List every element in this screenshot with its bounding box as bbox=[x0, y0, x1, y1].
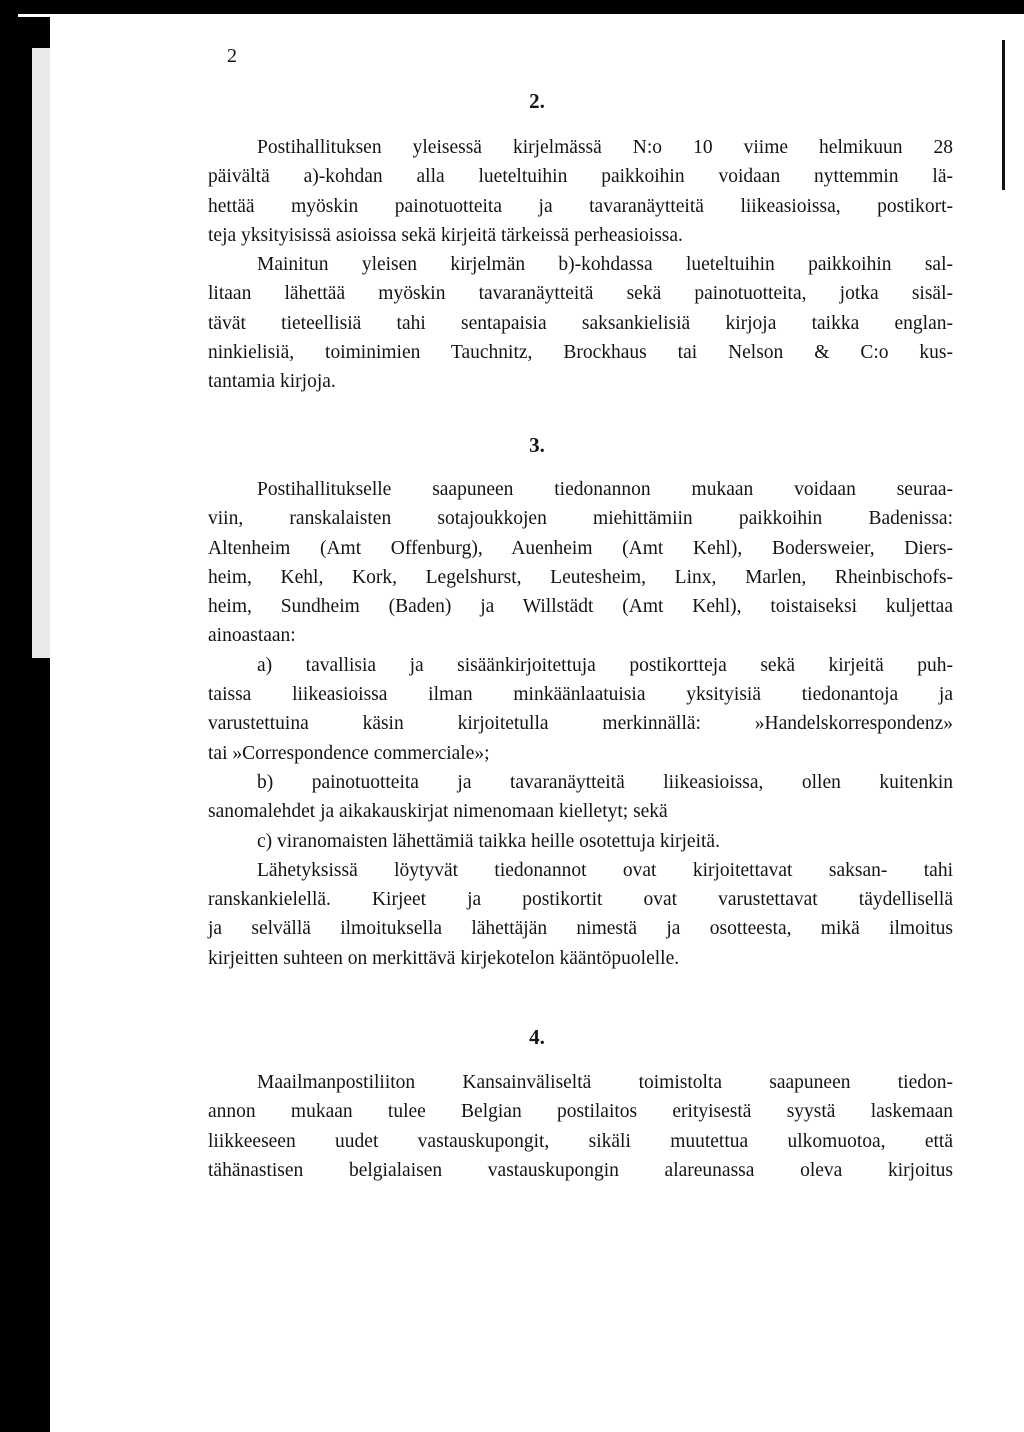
section-3-line: Altenheim (Amt Offenburg), Auenheim (Amt Kehl), Bodersweier, Diers- bbox=[208, 537, 953, 559]
section-3-line: ainoastaan: bbox=[208, 625, 296, 647]
section-3-line: tai »Correspondence commerciale»; bbox=[208, 742, 490, 764]
section-2-line: Postihallituksen yleisessä kirjelmässä N:o 10 viime helmikuun 28 bbox=[257, 137, 953, 158]
section-3-line: sanomalehdet ja aikakauskirjat nimenomaan kielletyt; sekä bbox=[208, 801, 668, 823]
section-4-line: tähänastisen belgialaisen vastauskupongin alareunassa oleva kirjoitus bbox=[208, 1159, 953, 1181]
section-3-line: Postihallitukselle saapuneen tiedonannon mukaan voidaan seuraa- bbox=[257, 479, 953, 500]
section-3-list-item-c: c) viranomaisten lähettämiä taikka heille osotettuja kirjeitä. bbox=[257, 830, 720, 852]
section-3-line: heim, Kehl, Kork, Legelshurst, Leutesheim, Linx, Marlen, Rheinbischofs- bbox=[208, 566, 953, 588]
section-3-line: ranskankielellä. Kirjeet ja postikortit ovat varustettavat täydellisellä bbox=[208, 889, 953, 911]
section-3-list-item-a: a) tavallisia ja sisäänkirjoitettuja postikortteja sekä kirjeitä puh- bbox=[257, 654, 953, 676]
section-3-body bbox=[208, 475, 953, 973]
page-number: 2 bbox=[227, 45, 237, 67]
section-2-line: ninkielisiä, toiminimien Tauchnitz, Brockhaus tai Nelson & C:o kus- bbox=[208, 342, 953, 364]
section-3-line: viin, ranskalaisten sotajoukkojen miehittämiin paikkoihin Badenissa: bbox=[208, 508, 953, 530]
section-2-line: tantamia kirjoja. bbox=[208, 371, 336, 393]
section-3-line: varustettuina käsin kirjoitetulla merkinnällä: »Handelskorrespondenz» bbox=[208, 713, 953, 735]
section-4-heading: 4. bbox=[529, 1025, 545, 1049]
section-4-line: annon mukaan tulee Belgian postilaitos erityisestä syystä laskemaan bbox=[208, 1101, 953, 1123]
section-2-line: hettää myöskin painotuotteita ja tavaranäytteitä liikeasioissa, postikort- bbox=[208, 195, 953, 217]
section-4-body bbox=[208, 1068, 953, 1185]
section-2-line: litaan lähettää myöskin tavaranäytteitä sekä painotuotteita, jotka sisäl- bbox=[208, 283, 953, 305]
section-4-line: liikkeeseen uudet vastauskupongit, sikäli muutettua ulkomuotoa, että bbox=[208, 1130, 953, 1152]
section-2-body bbox=[208, 133, 953, 397]
scan-left-strip bbox=[32, 48, 50, 658]
section-3-line: taissa liikeasioissa ilman minkäänlaatuisia yksityisiä tiedonantoja ja bbox=[208, 684, 953, 706]
section-3-list-item-b: b) painotuotteita ja tavaranäytteitä liikeasioissa, ollen kuitenkin bbox=[257, 771, 953, 793]
section-2-line: päivältä a)-kohdan alla lueteltuihin paikkoihin voidaan nyttemmin lä- bbox=[208, 166, 953, 188]
section-3-line: Lähetyksissä löytyvät tiedonannot ovat kirjoitettavat saksan- tahi bbox=[257, 859, 953, 881]
section-3-line: ja selvällä ilmoituksella lähettäjän nimestä ja osotteesta, mikä ilmoitus bbox=[208, 918, 953, 940]
section-3-line: kirjeitten suhteen on merkittävä kirjekotelon kääntöpuolelle. bbox=[208, 947, 680, 969]
section-2-line: Mainitun yleisen kirjelmän b)-kohdassa lueteltuihin paikkoihin sal- bbox=[257, 254, 953, 276]
section-3-heading: 3. bbox=[529, 433, 545, 457]
section-2-heading: 2. bbox=[529, 89, 545, 113]
section-2-line: tävät tieteellisiä tahi sentapaisia saksankielisiä kirjoja taikka englan- bbox=[208, 312, 953, 334]
document-page bbox=[50, 14, 1024, 1432]
section-2-line: teja yksityisissä asioissa sekä kirjeitä tärkeissä perheasioissa. bbox=[208, 224, 683, 246]
section-4-line: Maailmanpostiliiton Kansainväliseltä toimistolta saapuneen tiedon- bbox=[257, 1072, 953, 1093]
section-3-line: heim, Sundheim (Baden) ja Willstädt (Amt Kehl), toistaiseksi kuljettaa bbox=[208, 596, 953, 618]
